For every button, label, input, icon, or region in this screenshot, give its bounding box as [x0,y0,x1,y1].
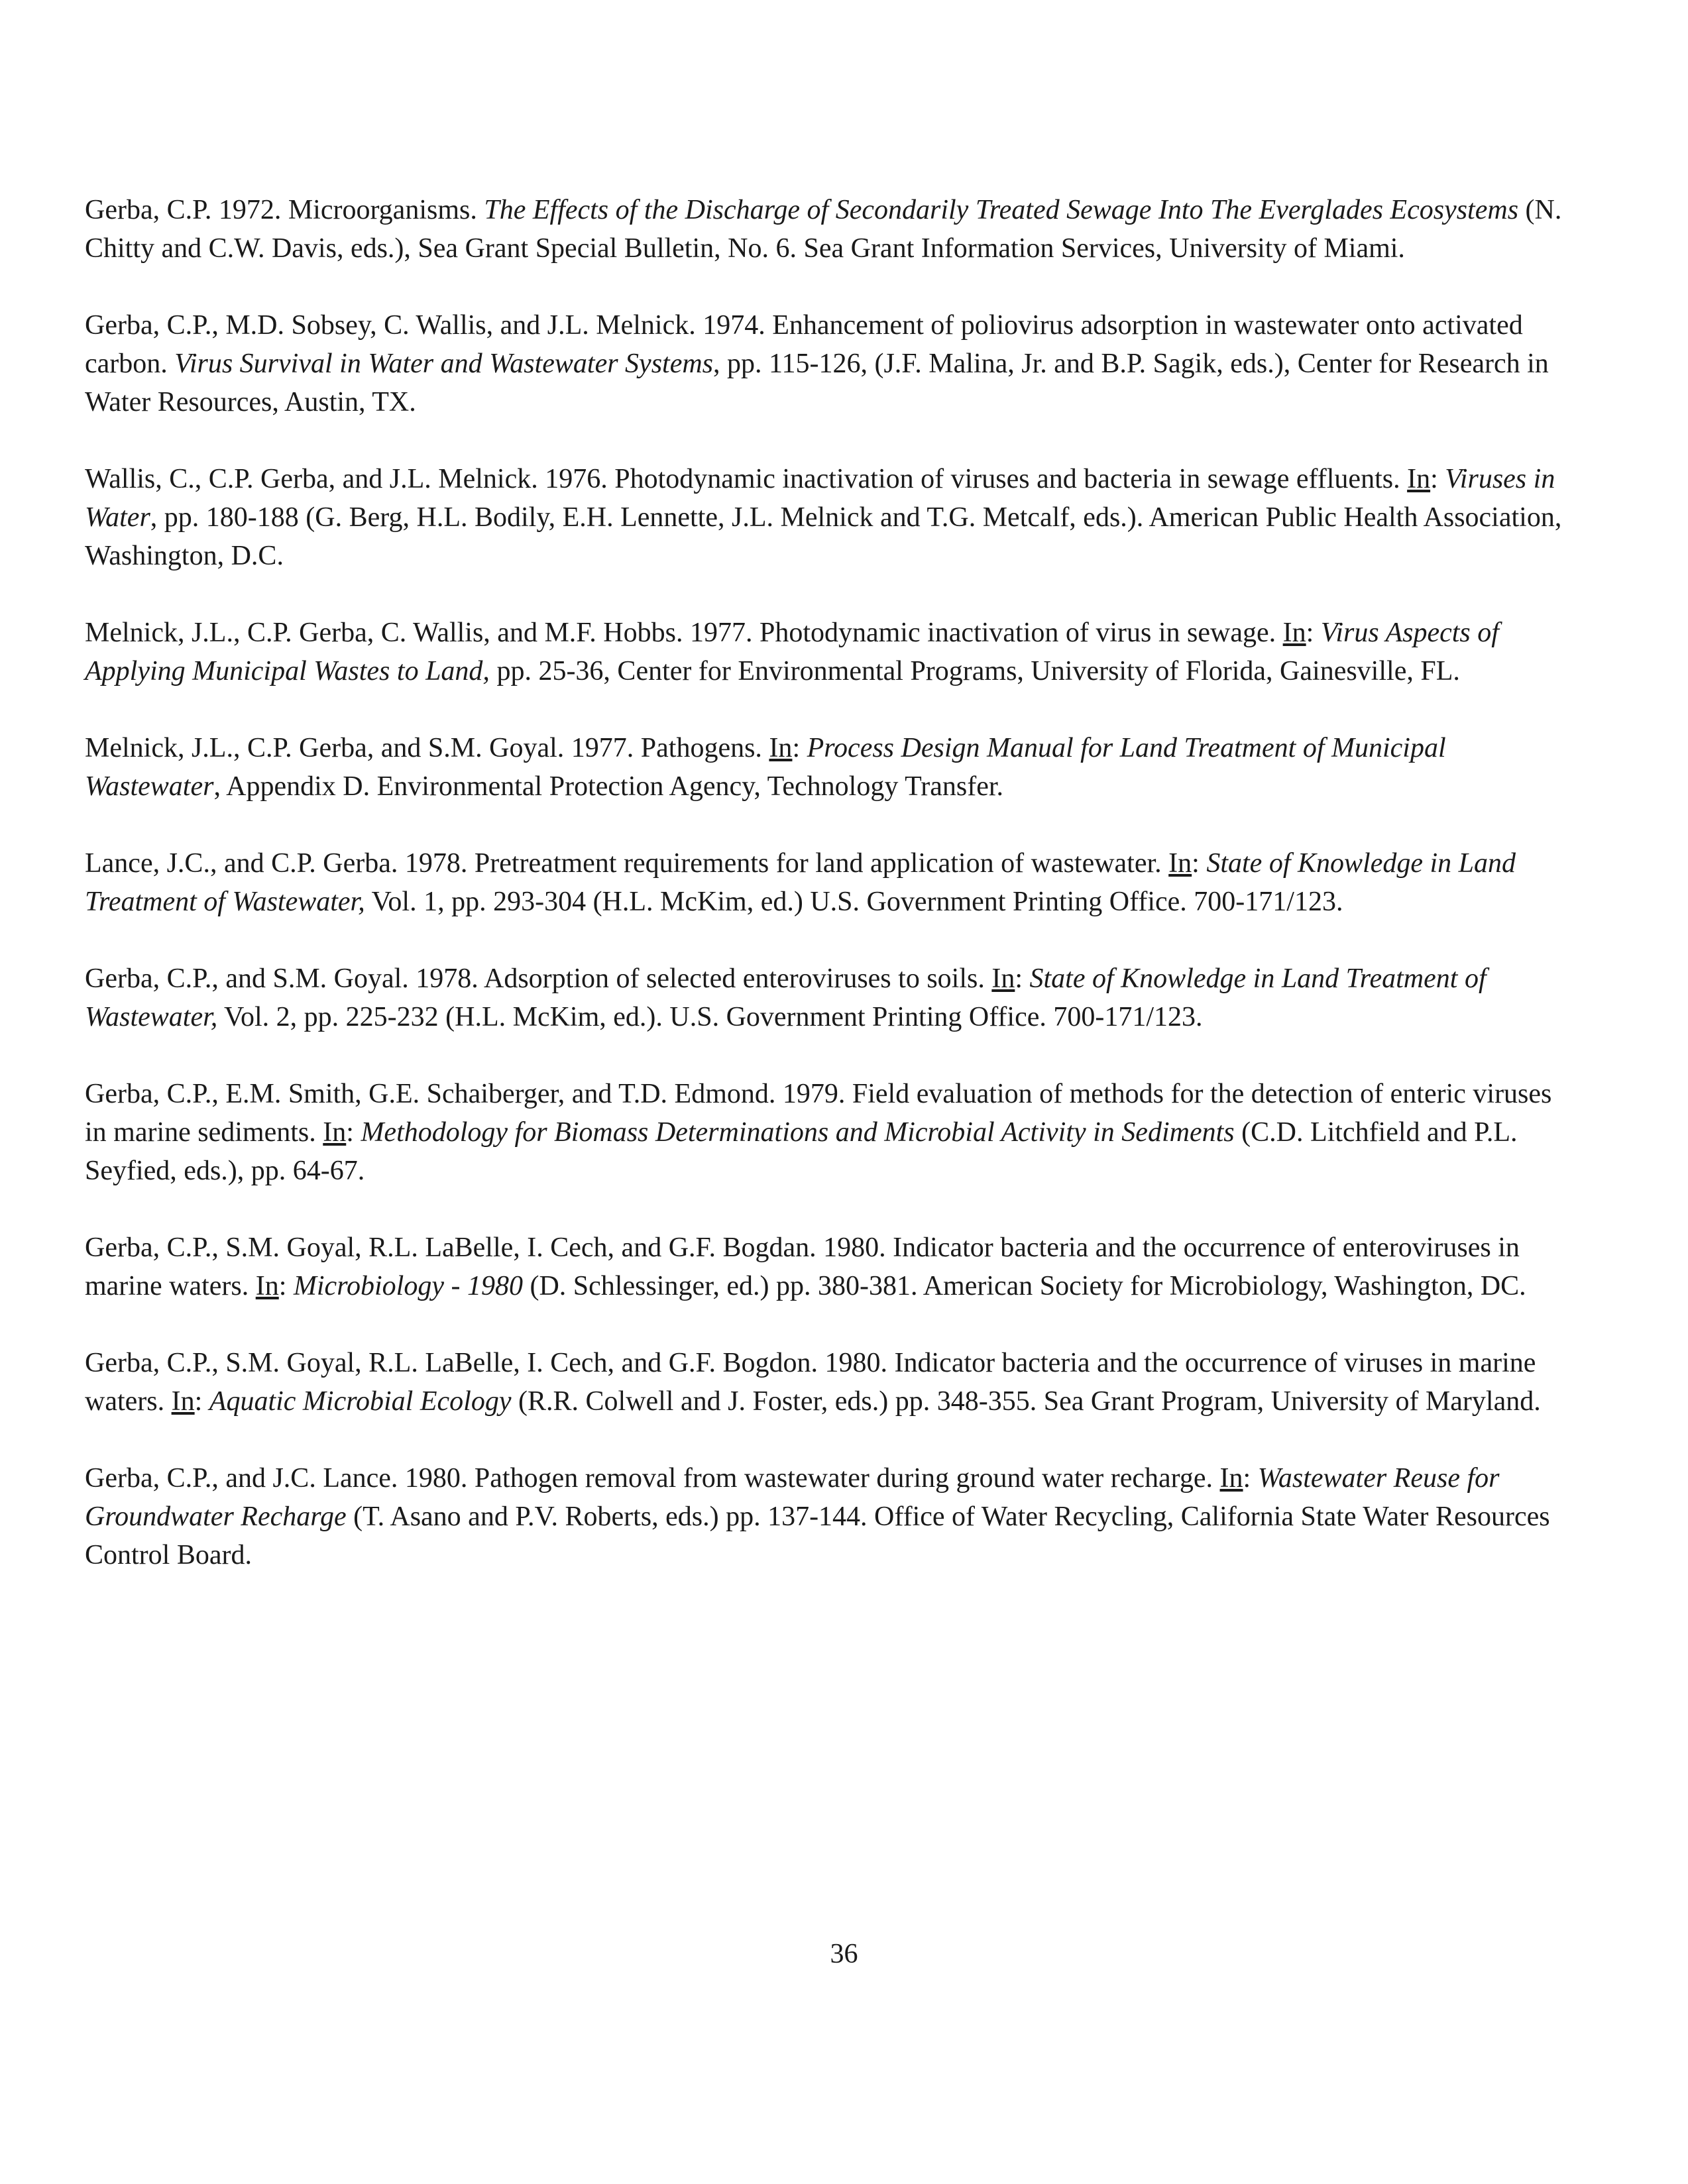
reference-entry [85,306,1576,421]
ref-title: Methodology for Biomass Determinations and Microbial Activity in Sediments [361,1117,1235,1148]
ref-text: Gerba, C.P., E.M. Smith, G.E. Schaiberger, and T.D. Edmond. 1979. Field evaluation of methods for the detection of enteric viruses in marine sediments. [85,1079,1552,1148]
ref-title: State of Knowledge in Land Treatment of Wastewater, [85,963,1487,1032]
ref-text: Vol. 2, pp. 225-232 (H.L. McKim, ed.). U.S. Government Printing Office. 700-171/123. [217,1002,1203,1032]
ref-title: Wastewater Reuse for Groundwater Recharge [85,1463,1500,1532]
ref-text: (D. Schlessinger, ed.) pp. 380-381. American Society for Microbiology, Washington, DC. [522,1271,1526,1301]
ref-title: State of Knowledge in Land Treatment of Wastewater, [85,848,1516,917]
ref-in-label: In [1407,464,1431,494]
reference-entry [85,191,1576,268]
ref-title: Process Design Manual for Land Treatment of Municipal Wastewater [85,733,1446,802]
ref-text: : [792,733,807,763]
ref-text: : [346,1117,361,1148]
ref-title: Microbiology - 1980 [293,1271,523,1301]
reference-entry [85,1459,1576,1574]
ref-text: , pp. 115-126, (J.F. Malina, Jr. and B.P. Sagik, eds.), Center for Research in Water Resources, Austin, TX. [85,349,1549,417]
ref-text: Gerba, C.P., M.D. Sobsey, C. Wallis, and J.L. Melnick. 1974. Enhancement of poliovirus adsorption in wastewater onto activated carbon. [85,310,1523,379]
ref-text: pp. 25-36, Center for Environmental Programs, University of Florida, Gainesville, FL. [489,656,1460,686]
reference-entry [85,614,1576,690]
ref-text: (R.R. Colwell and J. Foster, eds.) pp. 348-355. Sea Grant Program, University of Maryland. [511,1386,1541,1417]
ref-text: (C.D. Litchfield and P.L. Seyfied, eds.), pp. 64-67. [85,1117,1518,1186]
reference-entry [85,729,1576,806]
ref-text: : [278,1271,294,1301]
ref-text: Melnick, J.L., C.P. Gerba, C. Wallis, and M.F. Hobbs. 1977. Photodynamic inactivation of virus in sewage. [85,618,1283,648]
ref-in-label: In [769,733,793,763]
ref-title: Virus Aspects of Applying Municipal Wastes to Land, [85,618,1499,686]
ref-in-label: In [171,1386,195,1417]
ref-in-label: In [1168,848,1192,879]
ref-text: Gerba, C.P. 1972. Microorganisms. [85,195,484,225]
ref-text: , pp. 180-188 (G. Berg, H.L. Bodily, E.H. Lennette, J.L. Melnick and T.G. Metcalf, eds.). American Public Health Association, Washington, D.C. [85,502,1562,571]
ref-text: Melnick, J.L., C.P. Gerba, and S.M. Goyal. 1977. Pathogens. [85,733,769,763]
ref-in-label: In [1219,1463,1243,1494]
ref-text: Lance, J.C., and C.P. Gerba. 1978. Pretreatment requirements for land application of wastewater. [85,848,1169,879]
reference-entry [85,959,1576,1036]
ref-text: Vol. 1, pp. 293-304 (H.L. McKim, ed.) U.S. Government Printing Office. 700-171/123. [365,887,1343,917]
ref-text: : [1015,963,1030,994]
ref-text: Wallis, C., C.P. Gerba, and J.L. Melnick. 1976. Photodynamic inactivation of viruses and bacteria in sewage effluents. [85,464,1408,494]
ref-in-label: In [991,963,1015,994]
reference-list [85,191,1576,1613]
ref-text: : [1306,618,1321,648]
ref-text: Gerba, C.P., S.M. Goyal, R.L. LaBelle, I. Cech, and G.F. Bogdan. 1980. Indicator bacteria and the occurrence of enteroviruses in marine waters. [85,1232,1520,1301]
ref-text: : [1430,464,1445,494]
ref-text: Gerba, C.P., and S.M. Goyal. 1978. Adsorption of selected enteroviruses to soils. [85,963,992,994]
ref-text: (T. Asano and P.V. Roberts, eds.) pp. 137-144. Office of Water Recycling, California State Water Resources Control Board. [85,1502,1550,1570]
reference-entry [85,1228,1576,1305]
page-number: 36 [830,1939,858,1969]
reference-entry [85,1075,1576,1190]
ref-text: Gerba, C.P., S.M. Goyal, R.L. LaBelle, I. Cech, and G.F. Bogdon. 1980. Indicator bacteria and the occurrence of viruses in marine waters. [85,1348,1536,1417]
ref-text: : [1192,848,1207,879]
reference-entry [85,460,1576,575]
ref-text: : [194,1386,209,1417]
ref-text: (N. Chitty and C.W. Davis, eds.), Sea Grant Special Bulletin, No. 6. Sea Grant Information Services, University of Miami. [85,195,1562,264]
reference-entry [85,1344,1576,1421]
ref-in-label: In [255,1271,279,1301]
ref-text: Gerba, C.P., and J.C. Lance. 1980. Pathogen removal from wastewater during ground water recharge. [85,1463,1220,1494]
ref-text: : [1243,1463,1258,1494]
reference-entry [85,844,1576,921]
ref-title: Aquatic Microbial Ecology [209,1386,512,1417]
ref-title: The Effects of the Discharge of Secondarily Treated Sewage Into The Everglades Ecosystems [484,195,1519,225]
ref-title: Viruses in Water [85,464,1555,533]
ref-text: , Appendix D. Environmental Protection Agency, Technology Transfer. [213,771,1004,802]
ref-title: Virus Survival in Water and Wastewater Systems [174,349,714,379]
ref-in-label: In [1282,618,1306,648]
ref-in-label: In [323,1117,347,1148]
